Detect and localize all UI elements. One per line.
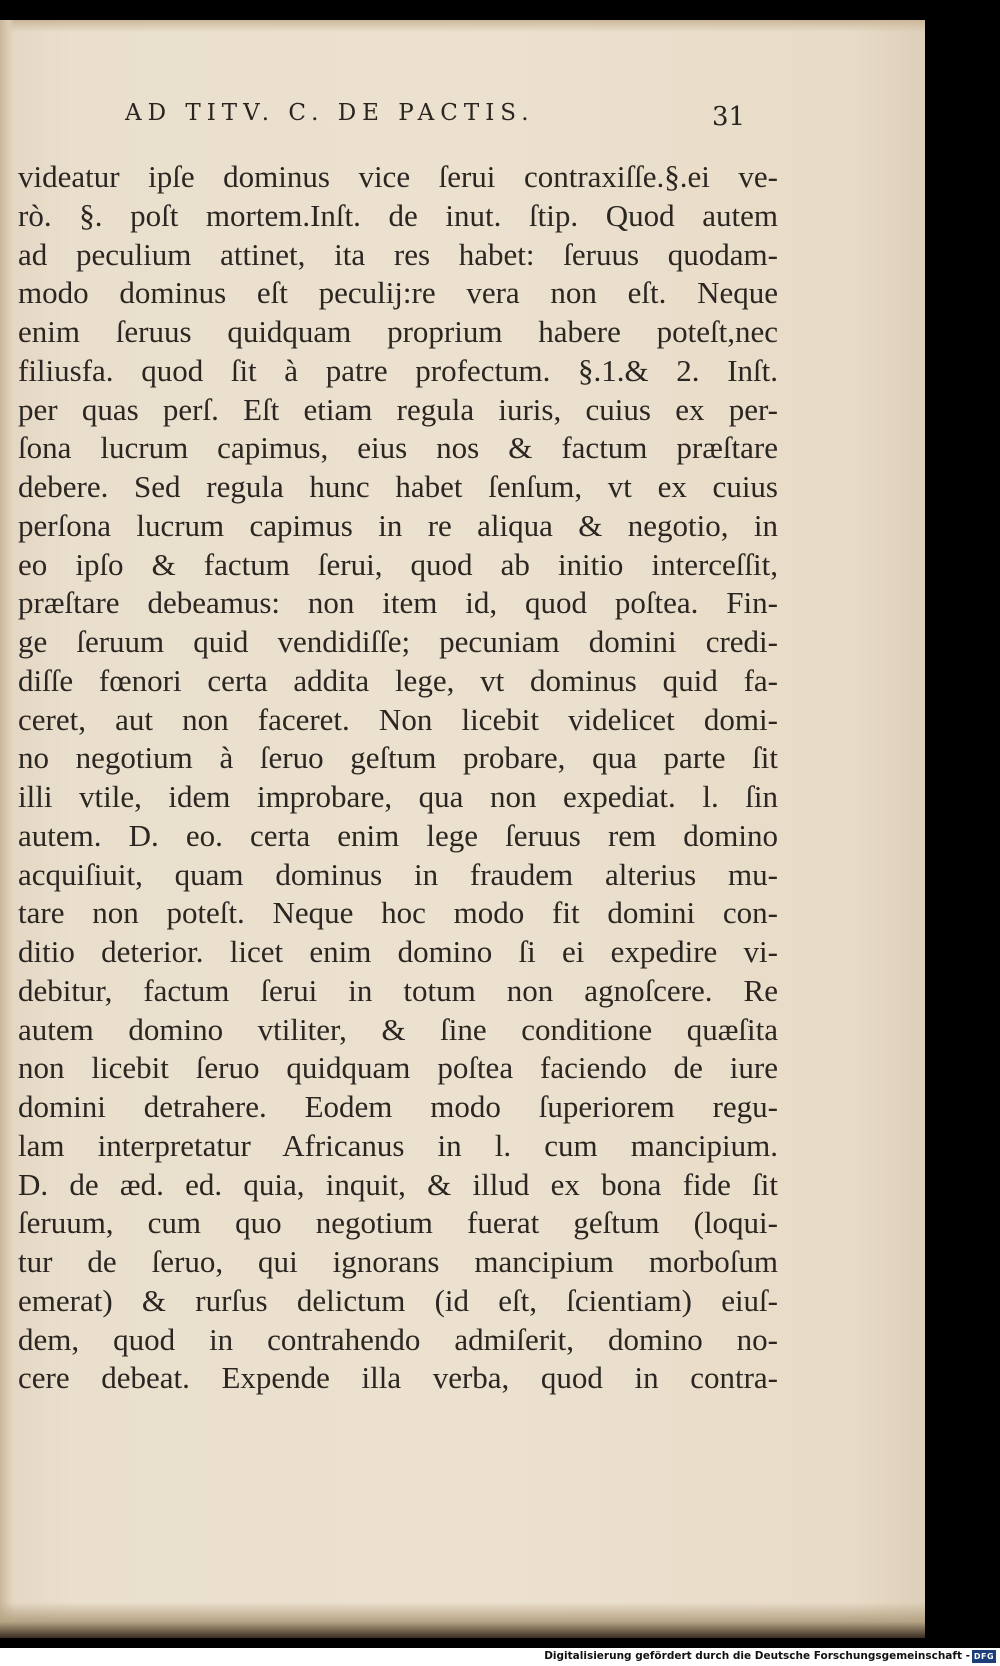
footer-credit: Digitalisierung gefördert durch die Deutsche Forschungsgemeinschaft - xyxy=(544,1650,970,1662)
text-line: acquiſiuit, quam dominus in fraudem alterius mu- xyxy=(18,856,778,892)
page-gutter-edge xyxy=(0,20,14,1638)
text-line: non licebit ſeruo quidquam poſtea faciendo de iure xyxy=(18,1050,778,1086)
text-line: cere debeat. Expende illa verba, quod in contra- xyxy=(18,1360,778,1396)
book-page xyxy=(0,20,925,1638)
text-line: ge ſeruum quid vendidiſſe; pecuniam domini credi- xyxy=(18,624,778,659)
page-bottom-shadow xyxy=(0,1602,925,1638)
text-line: tare non poteſt. Neque hoc modo fit domini con- xyxy=(18,895,778,931)
text-line: debitur, factum ſerui in totum non agnoſcere. Re xyxy=(18,972,778,1008)
text-line: autem. D. eo. certa enim lege ſeruus rem domino xyxy=(18,817,778,853)
text-line: filiusfa. quod ſit à patre profectum. §.1.& 2. Inſt. xyxy=(18,352,778,388)
text-line: domini detrahere. Eodem modo ſuperiorem regu- xyxy=(18,1089,778,1124)
text-line: ſona lucrum capimus, eius nos & factum præſtare xyxy=(18,430,778,466)
text-line: emerat) & rurſus delictum (id eſt, ſcientiam) eiuſ- xyxy=(18,1282,778,1318)
text-line: videatur ipſe dominus vice ſerui contraxiſſe.§.ei ve- xyxy=(18,159,778,194)
text-line: debere. Sed regula hunc habet ſenſum, vt ex cuius xyxy=(18,469,778,504)
text-line: perſona lucrum capimus in re aliqua & negotio, in xyxy=(18,507,778,543)
text-line: no negotium à ſeruo geſtum probare, qua parte ſit xyxy=(18,740,778,776)
text-line: per quas perſ. Eſt etiam regula iuris, cuius ex per- xyxy=(18,391,778,427)
text-line: D. de æd. ed. quia, inquit, & illud ex bona fide ſit xyxy=(18,1166,778,1202)
text-line: eo ipſo & factum ſerui, quod ab initio interceſſit, xyxy=(18,546,778,582)
text-line: diſſe fœnori certa addita lege, vt dominus quid fa- xyxy=(18,662,778,698)
page-top-shadow xyxy=(0,20,925,32)
text-line: præſtare debeamus: non item id, quod poſtea. Fin- xyxy=(18,585,778,621)
text-line: autem domino vtiliter, & ſine conditione quæſita xyxy=(18,1011,778,1047)
text-line: ditio deterior. licet enim domino ſi ei expedire vi- xyxy=(18,934,778,969)
text-line: enim ſeruus quidquam proprium habere poteſt,nec xyxy=(18,314,778,349)
text-line: tur de ſeruo, qui ignorans mancipium morboſum xyxy=(18,1244,778,1279)
body-text xyxy=(18,158,798,1398)
running-head: AD TITV. C. DE PACTIS. xyxy=(125,100,535,126)
text-line: illi vtile, idem improbare, qua non expediat. l. ſin xyxy=(18,779,778,814)
text-line: ad peculium attinet, ita res habet: ſeruus quodam- xyxy=(18,236,778,272)
text-line: ſeruum, cum quo negotium fuerat geſtum (loqui- xyxy=(18,1205,778,1241)
text-line: rò. §. poſt mortem.Inſt. de inut. ſtip. Quod autem xyxy=(18,197,778,233)
text-line: ceret, aut non faceret. Non licebit videlicet domi- xyxy=(18,701,778,737)
page-number: 31 xyxy=(712,102,746,132)
text-line: lam interpretatur Africanus in l. cum mancipium. xyxy=(18,1127,778,1163)
text-line: dem, quod in contrahendo admiſerit, domino no- xyxy=(18,1321,778,1357)
dfg-logo: DFG xyxy=(973,1652,995,1661)
text-line: modo dominus eſt peculij:re vera non eſt. Neque xyxy=(18,275,778,311)
